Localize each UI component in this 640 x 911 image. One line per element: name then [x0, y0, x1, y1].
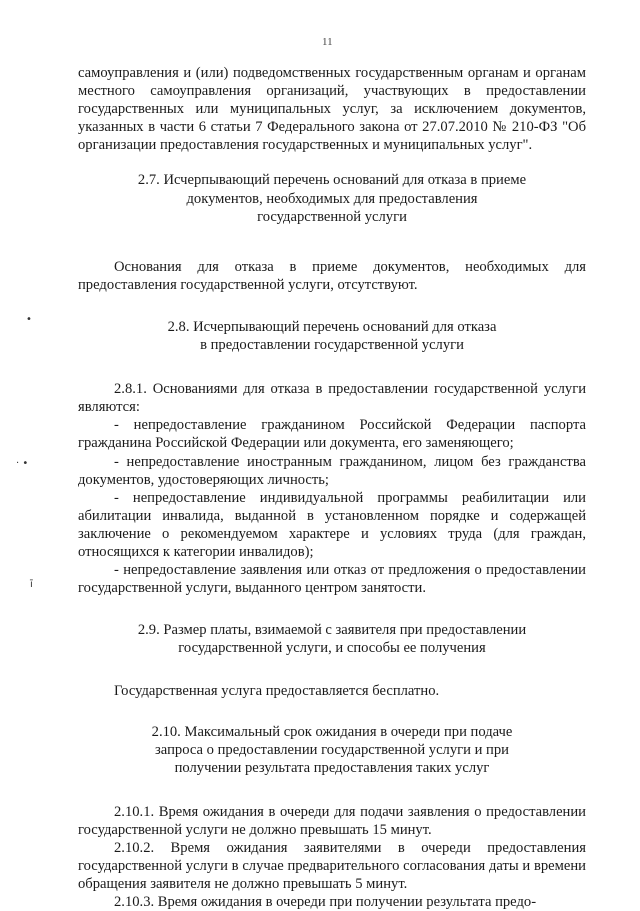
heading-2-9-line: государственной услуги, и способы ее получения [178, 640, 486, 657]
heading-2-7-line: 2.7. Исчерпывающий перечень оснований для отказа в приеме [137, 172, 527, 189]
document-body [78, 64, 586, 911]
margin-tick-mark: ī [30, 579, 33, 590]
heading-2-7-line: государственной услуги [257, 208, 407, 225]
section-2-8-1-intro: 2.8.1. Основаниями для отказа в предоставлении государственной услуги являются: [78, 381, 586, 416]
heading-2-10-line: 2.10. Максимальный срок ожидания в очереди при подаче [151, 723, 513, 740]
section-2-9-text: Государственная услуга предоставляется бесплатно. [114, 683, 440, 700]
margin-bullet-mark: • [26, 314, 32, 325]
heading-2-9-line: 2.9. Размер платы, взимаемой с заявителя при предоставлении [137, 622, 527, 639]
heading-2-8-line: в предоставлении государственной услуги [200, 337, 464, 354]
section-2-10-2: 2.10.2. Время ожидания заявителями в очереди предоставления государственной услуги в случае предварительного согласования даты и времени обращения заявителя не должно превышать 5 минут. [78, 840, 586, 893]
heading-2-8-line: 2.8. Исчерпывающий перечень оснований для отказа [167, 318, 497, 335]
heading-2-7-line: документов, необходимых для предоставления [186, 190, 478, 207]
list-item: - непредоставление гражданином Российской Федерации паспорта гражданина Российской Федерации или документа, его заменяющего; [78, 417, 586, 452]
margin-dots-mark: · • [16, 458, 29, 469]
heading-2-10-line: получении результата предоставления таких услуг [174, 759, 490, 776]
intro-paragraph: самоуправления и (или) подведомственных государственным органам и органам местного самоуправления организаций, участвующих в предоставлении государственных или муниципальных услуг, за исключением документов, указанных в части 6 статьи 7 Федерального закона от 27.07.2010 № 210-ФЗ "Об организации предоставления государственных и муниципальных услуг". [78, 65, 586, 154]
section-2-10-3: 2.10.3. Время ожидания в очереди при получении результата предо- [114, 894, 537, 911]
heading-2-7 [78, 171, 586, 225]
page-number: 11 [322, 36, 333, 48]
heading-2-10-line: запроса о предоставлении государственной услуги и при [155, 741, 509, 758]
heading-2-8 [78, 318, 586, 354]
heading-2-10 [78, 723, 586, 777]
list-item: - непредоставление индивидуальной программы реабилитации или абилитации инвалида, выданной в установленном порядке и содержащей заключение о рекомендуемом характере и условиях труда (для граждан, относящихся к категории инвалидов); [78, 489, 586, 560]
list-item: - непредоставление иностранным гражданином, лицом без гражданства документов, удостоверяющих личность; [78, 453, 586, 488]
section-2-7-text: Основания для отказа в приеме документов, необходимых для предоставления государственной услуги, отсутствуют. [78, 258, 586, 293]
heading-2-9 [78, 621, 586, 657]
list-item: - непредоставление заявления или отказ от предложения о предоставлении государственной услуги, выданного центром занятости. [78, 562, 586, 597]
section-2-10-1: 2.10.1. Время ожидания в очереди для подачи заявления о предоставлении государственной услуги не должно превышать 15 минут. [78, 803, 586, 838]
